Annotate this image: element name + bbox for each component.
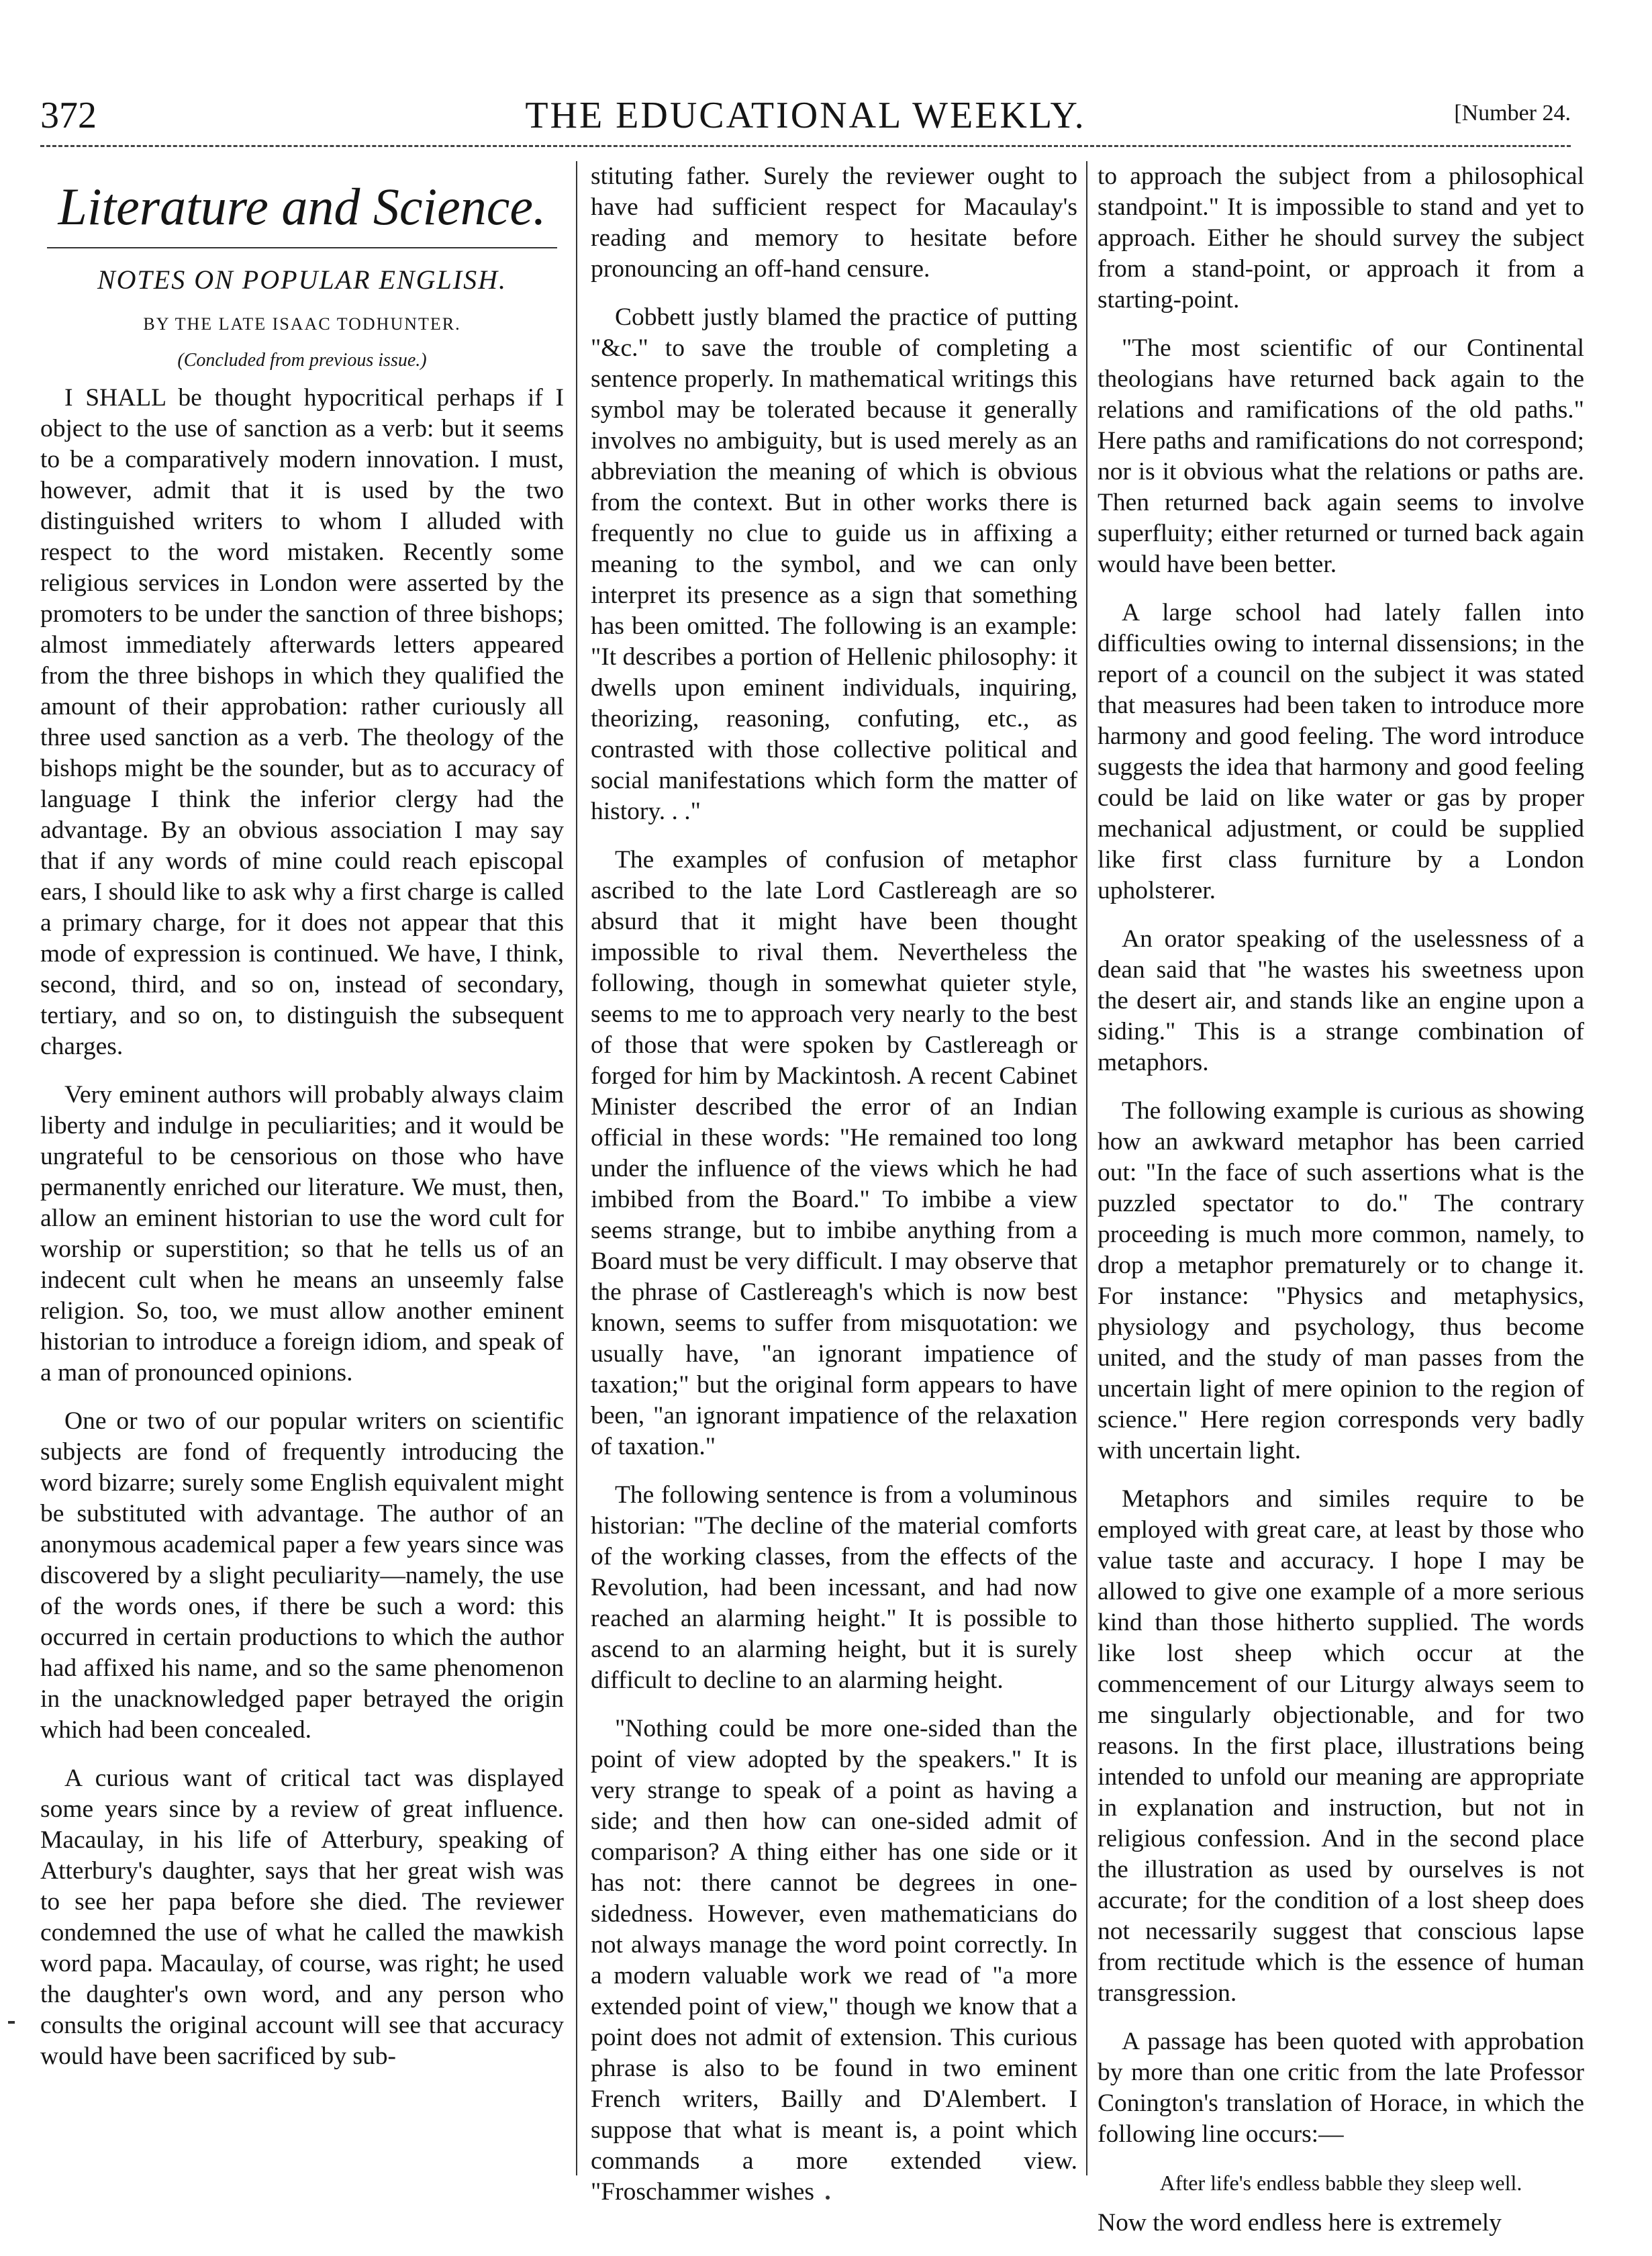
continued-note: (Concluded from previous issue.)	[177, 350, 427, 371]
paragraph: The following sentence is from a voluminous historian: "The decline of the material comforts of the working classes, from the effects of the Revolution, had been incessant, and had now reached an alarming height." It is possible to ascend to an alarming height, but it is surely difficult to decline to an alarming height.	[591, 1481, 1077, 1694]
page-mark	[826, 2196, 830, 2200]
paragraph: An orator speaking of the uselessness of a dean said that "he wastes his sweetness upon the desert air, and stands like an engine upon a siding." This is a strange combination of metaphors.	[1098, 925, 1584, 1076]
running-header	[40, 94, 1571, 148]
journal-title: THE EDUCATIONAL WEEKLY.	[525, 95, 1086, 136]
paragraph: I SHALL be thought hypocritical perhaps if I object to the use of sanction as a verb: but it seems to be a comparatively modern innovation. I must, however, admit that it is used by the two distinguished writers to whom I alluded with respect to the word mistaken. Recently some religious services in London were asserted by the promoters to be under the sanction of three bishops; almost immediately afterwards letters appeared from the three bishops in which they qualified the amount of their approbation: rather curiously all three used sanction as a verb. The theology of the bishops might be the sounder, but as to accuracy of language I think the inferior clergy had the advantage. By an obvious association I may say that if any words of mine could reach episcopal ears, I should like to ask why a first charge is called a primary charge, for it does not appear that this mode of expression is continued. We have, I think, second, third, and so on, instead of secondary, tertiary, and so on, to distinguish the subsequent charges.	[40, 384, 564, 1060]
article-title: NOTES ON POPULAR ENGLISH.	[97, 265, 507, 295]
issue-number: [Number 24.	[1454, 101, 1571, 126]
paragraph: Cobbett justly blamed the practice of putting "&c." to save the trouble of completing a sentence properly. In mathematical writings this symbol may be tolerated because it generally involves no ambiguity, but is used merely as an abbreviation the meaning of which is obvious from the context. But in other works there is frequently no clue to guide us in affixing a meaning to the symbol, and we can only interpret its presence as a sign that something has been omitted. The following is an example: "It describes a portion of Hellenic philosophy: it dwells upon eminent individuals, inquiring, theorizing, reasoning, confuting, etc., as contrasted with those collective political and social manifestations which form the matter of history. . ."	[591, 303, 1077, 825]
paragraph: A curious want of critical tact was displayed some years since by a review of great influence. Macaulay, in his life of Atterbury, speaking of Atterbury's daughter, says that her great wish was to see her papa before she died. The reviewer condemned the use of what he called the mawkish word papa. Macaulay, of course, was right; he used the daughter's own word, and any person who consults the original account will see that accuracy would have been sacrificed by sub-	[40, 1765, 564, 2070]
paragraph: "The most scientific of our Continental theologians have returned back again to the relations and ramifications of the old paths." Here paths and ramifications do not correspond; nor is it obvious what the relations or paths are. Then returned back again seems to involve superfluity; either returned or turned back again would have been better.	[1098, 334, 1584, 578]
paragraph: One or two of our popular writers on scientific subjects are fond of frequently introducing the word bizarre; surely some English equivalent might be substituted with advantage. The author of an anonymous academical paper a few years since was discovered by a slight peculiarity—namely, the use of the words ones, if there be such a word: this occurred in certain productions to which the author had affixed his name, and so the same phenomenon in the unacknowledged paper betrayed the origin which had been concealed.	[40, 1407, 564, 1744]
margin-mark	[8, 2021, 15, 2024]
byline: BY THE LATE ISAAC TODHUNTER.	[143, 314, 461, 334]
paragraph: to approach the subject from a philosophical standpoint." It is impossible to stand and yet to approach. Either he should survey the subject from a stand-point, or approach it from a starting-point.	[1098, 162, 1584, 314]
column-rule	[576, 161, 577, 2175]
paragraph: stituting father. Surely the reviewer ought to have had sufficient respect for Macaulay's reading and memory to hesitate before pronouncing an off-hand censure.	[591, 162, 1077, 283]
page-number: 372	[40, 95, 97, 136]
paragraph: A passage has been quoted with approbation by more than one critic from the late Professor Conington's translation of Horace, in which the following line occurs:—	[1098, 2028, 1584, 2148]
column-1	[40, 161, 564, 2089]
section-heading: Literature and Science.	[58, 177, 546, 236]
paragraph: "Nothing could be more one-sided than the point of view adopted by the speakers." It is very strange to speak of a point as having a side; and then how can one-sided admit of comparison? A thing either has one side or it has not: there cannot be degrees in one-sidedness. However, even mathematicians do not always manage the word point correctly. In a modern valuable work we read of "a more extended point of view," though we know that a point does not admit of extension. This curious phrase is also to be found in two eminent French writers, Bailly and D'Alembert. I suppose that what is meant is, a point which commands a more extended view. "Froschammer wishes	[591, 1715, 1077, 2206]
paragraph: Metaphors and similes require to be employed with great care, at least by those who value taste and accuracy. I hope I may be allowed to give one example of a more serious kind than those hitherto supplied. The words like lost sheep which occur at the commencement of our Liturgy always seem to me singularly objectionable, and for two reasons. In the first place, illustrations being intended to unfold our meaning are appropriate in explanation and instruction, but not in religious confession. And in the second place the illustration as used by ourselves is not accurate; for the condition of a lost sheep does not necessarily suggest that conscious lapse from rectitude which is the essence of human transgression.	[1098, 1485, 1584, 2007]
section-rule	[47, 247, 557, 248]
paragraph: The following example is curious as showing how an awkward metaphor has been carried out: "In the face of such assertions what is the puzzled spectator to do." The contrary proceeding is much more common, namely, to drop a metaphor prematurely or to change it. For instance: "Physics and metaphysics, physiology and psychology, thus become united, and the study of man passes from the uncertain light of mere opinion to the region of science." Here region corresponds very badly with uncertain light.	[1098, 1097, 1584, 1464]
paragraph: Very eminent authors will probably always claim liberty and indulge in peculiarities; and it would be ungrateful to be censorious on those who have permanently enriched our literature. We must, then, allow an eminent historian to use the word cult for worship or superstition; so that he tells us of an indecent cult when he means an unseemly false religion. So, too, we must allow another eminent historian to introduce a foreign idiom, and speak of a man of pronounced opinions.	[40, 1081, 564, 1386]
final-line: Now the word endless here is extremely	[1098, 2209, 1502, 2237]
header-rule	[40, 145, 1571, 147]
column-3	[1098, 161, 1584, 2256]
column-2	[591, 161, 1077, 2225]
verse-quotation: After life's endless babble they sleep well.	[1159, 2171, 1522, 2195]
paragraph: The examples of confusion of metaphor ascribed to the late Lord Castlereagh are so absurd that it might have been thought impossible to rival them. Nevertheless the following, though in somewhat quieter style, seems to me to approach very nearly to the best of those that were spoken by Castlereagh or forged for him by Mackintosh. A recent Cabinet Minister described the error of an Indian official in these words: "He remained too long under the influence of the views which he had imbibed from the Board." To imbibe a view seems strange, but to imbibe anything from a Board must be very difficult. I may observe that the phrase of Castlereagh's which is now best known, seems to suffer from misquotation: we usually have, "an ignorant impatience of taxation;" but the original form appears to have been, "an ignorant impatience of the relaxation of taxation."	[591, 846, 1077, 1460]
column-rule	[1086, 161, 1087, 2175]
paragraph: A large school had lately fallen into difficulties owing to internal dissensions; in the report of a council on the subject it was stated that measures had been taken to introduce more harmony and good feeling. The word introduce suggests the idea that harmony and good feeling could be laid on like water or gas by proper mechanical adjustment, or could be supplied like first class furniture by a London upholsterer.	[1098, 599, 1584, 904]
